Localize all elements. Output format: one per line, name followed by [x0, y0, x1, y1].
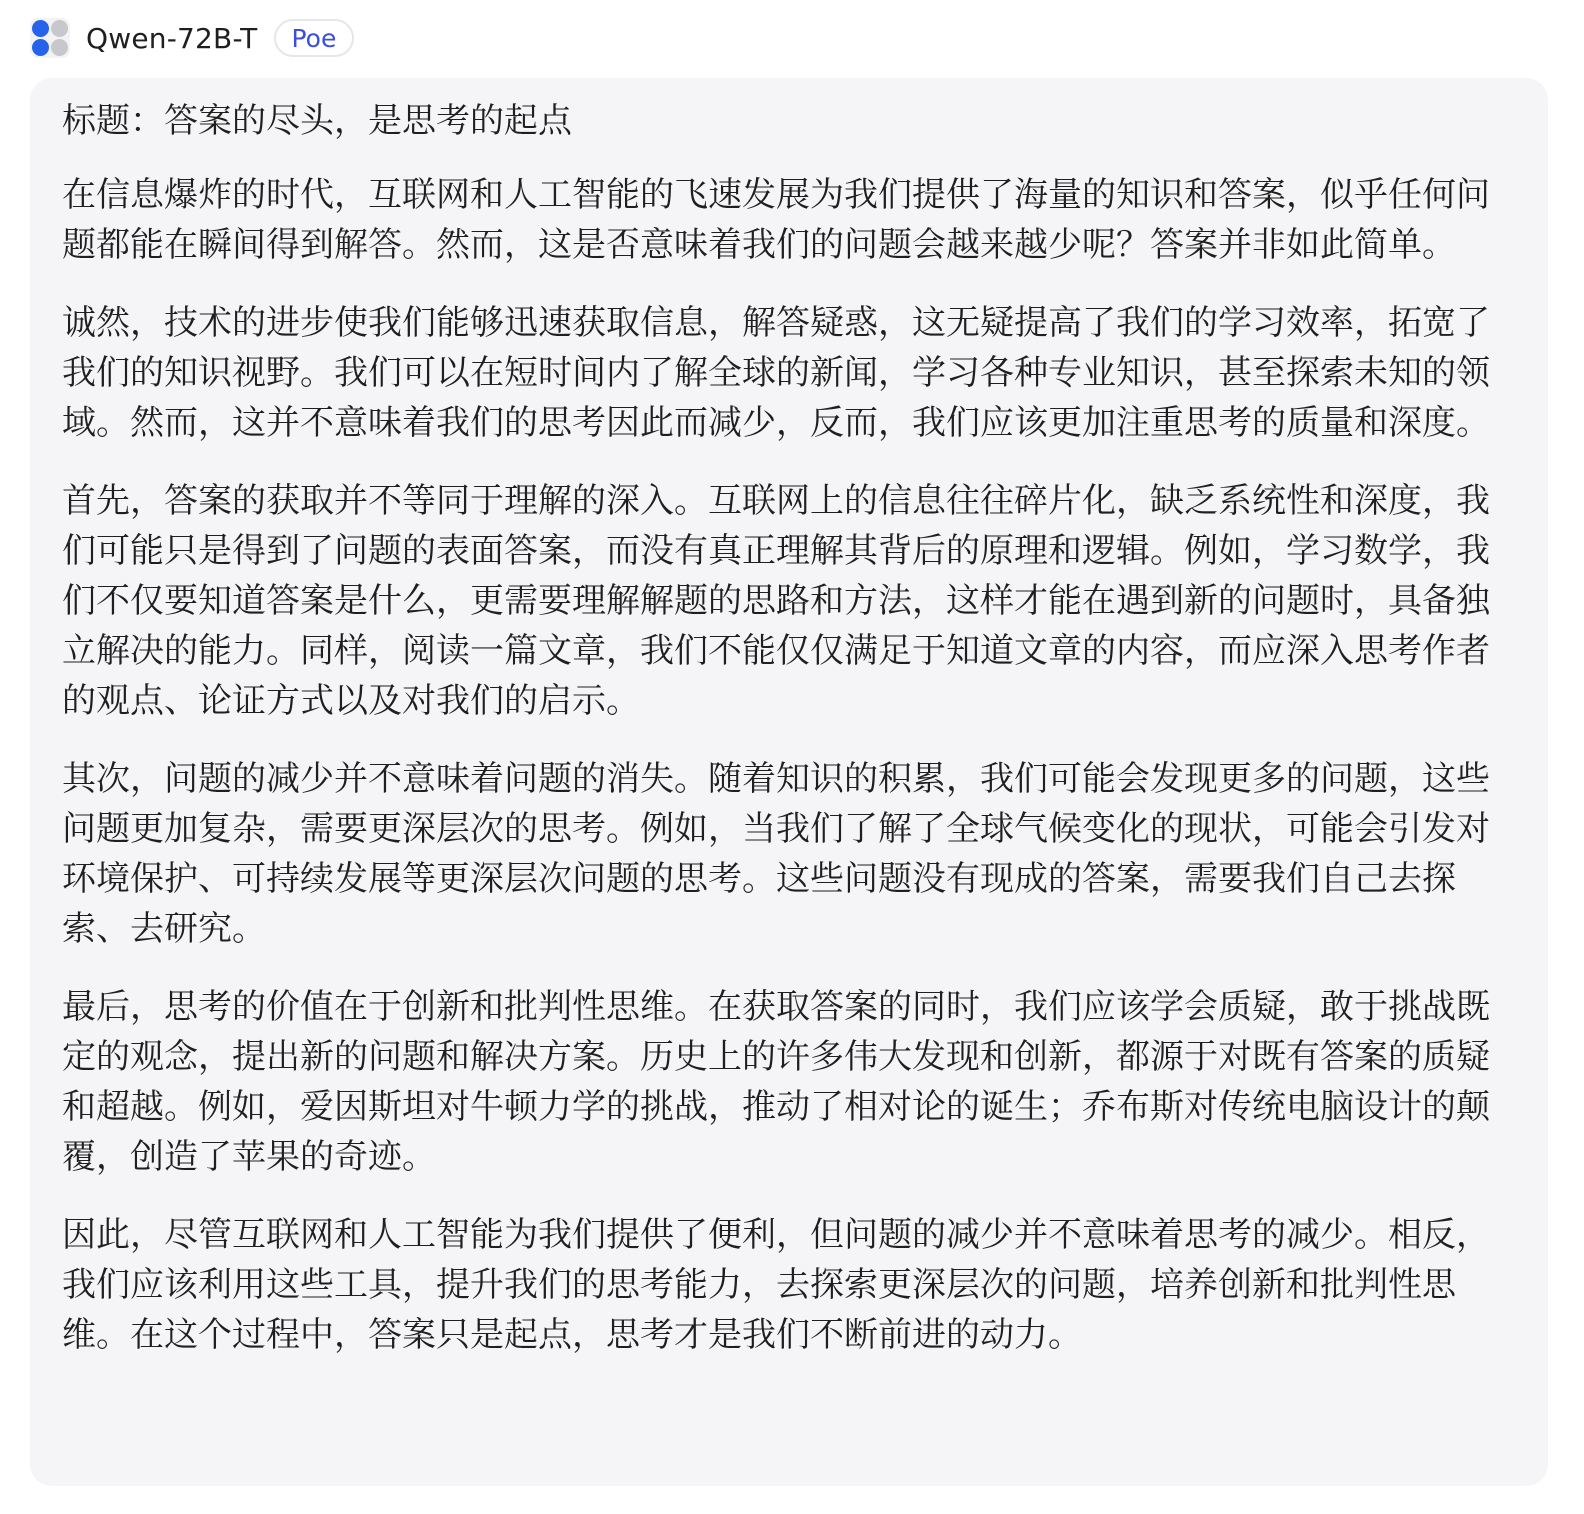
bot-name[interactable]: Qwen-72B-T: [86, 21, 258, 55]
message-paragraph: 诚然，技术的进步使我们能够迅速获取信息，解答疑惑，这无疑提高了我们的学习效率，拓宽了我们的知识视野。我们可以在短时间内了解全球的新闻，学习各种专业知识，甚至探索未知的领域。然而，这并不意味着我们的思考因此而减少，反而，我们应该更加注重思考的质量和深度。: [62, 303, 1490, 443]
avatar-dot: [32, 20, 49, 37]
message-paragraph: 首先，答案的获取并不等同于理解的深入。互联网上的信息往往碎片化，缺乏系统性和深度，我们可能只是得到了问题的表面答案，而没有真正理解其背后的原理和逻辑。例如，学习数学，我们不仅要知道答案是什么，更需要理解解题的思路和方法，这样才能在遇到新的问题时，具备独立解决的能力。同样，阅读一篇文章，我们不能仅仅满足于知道文章的内容，而应深入思考作者的观点、论证方式以及对我们的启示。: [62, 481, 1490, 721]
message-paragraph: 其次，问题的减少并不意味着问题的消失。随着知识的积累，我们可能会发现更多的问题，这些问题更加复杂，需要更深层次的思考。例如，当我们了解了全球气候变化的现状，可能会引发对环境保护、可持续发展等更深层次问题的思考。这些问题没有现成的答案，需要我们自己去探索、去研究。: [62, 759, 1490, 949]
avatar-dot: [32, 39, 49, 56]
message-paragraph: 最后，思考的价值在于创新和批判性思维。在获取答案的同时，我们应该学会质疑，敢于挑战既定的观念，提出新的问题和解决方案。历史上的许多伟大发现和创新，都源于对既有答案的质疑和超越。例如，爱因斯坦对牛顿力学的挑战，推动了相对论的诞生；乔布斯对传统电脑设计的颠覆，创造了苹果的奇迹。: [62, 987, 1490, 1177]
message-paragraph: 在信息爆炸的时代，互联网和人工智能的飞速发展为我们提供了海量的知识和答案，似乎任何问题都能在瞬间得到解答。然而，这是否意味着我们的问题会越来越少呢？答案并非如此简单。: [62, 175, 1490, 265]
poe-badge: Poe: [274, 19, 355, 57]
message-header: [30, 16, 354, 60]
avatar-dot: [51, 20, 68, 37]
avatar-dot: [51, 39, 68, 56]
bot-avatar-icon[interactable]: [30, 18, 70, 58]
message-bubble: [30, 78, 1548, 1486]
message-paragraph: 因此，尽管互联网和人工智能为我们提供了便利，但问题的减少并不意味着思考的减少。相反，我们应该利用这些工具，提升我们的思考能力，去探索更深层次的问题，培养创新和批判性思维。在这个过程中，答案只是起点，思考才是我们不断前进的动力。: [62, 1215, 1490, 1355]
message-title: 标题：答案的尽头，是思考的起点: [62, 101, 572, 141]
